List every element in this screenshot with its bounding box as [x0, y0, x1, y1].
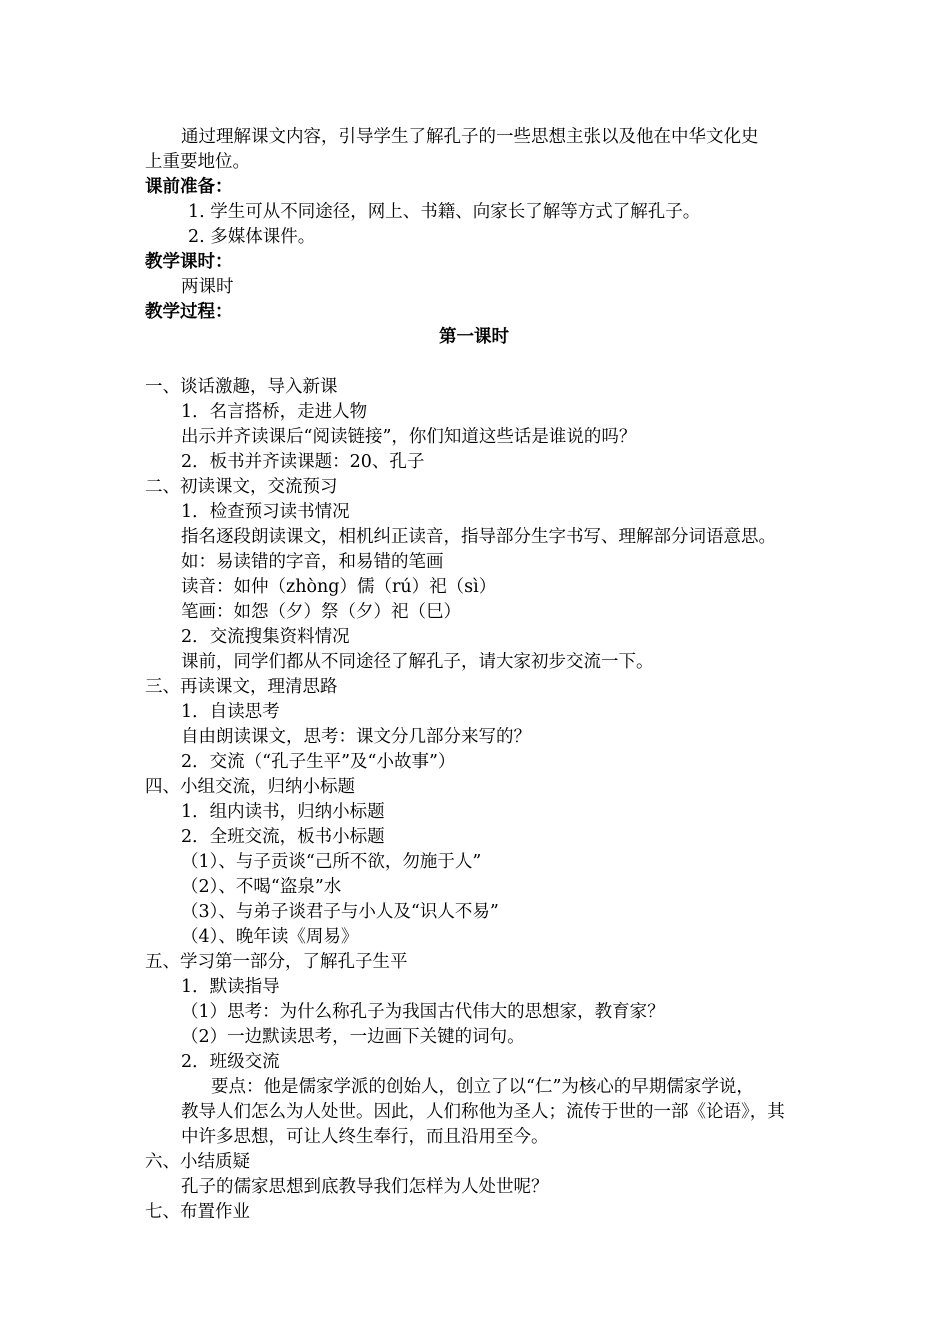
section-heading-2: 二、初读课文，交流预习 — [145, 477, 338, 497]
prep-item-1: 1. 学生可从不同途径，网上、书籍、向家长了解等方式了解孔子。 — [188, 202, 701, 222]
body-line: 出示并齐读课后“阅读链接”，你们知道这些话是谁说的吗？ — [181, 427, 637, 447]
intro-line-1: 通过理解课文内容，引导学生了解孔子的一些思想主张以及他在中华文化史 — [181, 127, 759, 147]
body-line: 指名逐段朗读课文，相机纠正读音，指导部分生字书写、理解部分词语意思。 — [181, 527, 776, 547]
body-line: 教导人们怎么为人处世。因此，人们称他为圣人；流传于世的一部《论语》，其 — [181, 1102, 785, 1122]
section-heading-1: 一、谈话激趣，导入新课 — [145, 377, 338, 397]
hours-value: 两课时 — [181, 277, 234, 297]
subheading: 1．自读思考 — [181, 702, 280, 722]
prep-item-2: 2. 多媒体课件。 — [188, 227, 316, 247]
prep-heading: 课前准备： — [145, 177, 233, 197]
hours-heading: 教学课时： — [145, 252, 233, 272]
body-line: 要点：他是儒家学派的创始人，创立了以“仁”为核心的早期儒家学说， — [211, 1077, 754, 1097]
subheading: 2．全班交流，板书小标题 — [181, 827, 385, 847]
intro-line-2: 上重要地位。 — [145, 152, 250, 172]
section-heading-3: 三、再读课文，理清思路 — [145, 677, 338, 697]
subheading: 1．组内读书，归纳小标题 — [181, 802, 385, 822]
body-line: 孔子的儒家思想到底教导我们怎样为人处世呢？ — [181, 1177, 549, 1197]
list-item: （1）思考：为什么称孔子为我国古代伟大的思想家，教育家？ — [181, 1002, 665, 1022]
body-line: 笔画：如怨（夕）祭（夕）祀（巳） — [181, 602, 461, 622]
section-heading-7: 七、布置作业 — [145, 1202, 250, 1222]
body-line: 自由朗读课文，思考：课文分几部分来写的？ — [181, 727, 531, 747]
list-item: （2）一边默读思考，一边画下关键的词句。 — [181, 1027, 525, 1047]
body-line: 如：易读错的字音，和易错的笔画 — [181, 552, 444, 572]
body-line: 读音：如仲（zhòng）儒（rú）祀（sì） — [181, 577, 497, 597]
body-line: 课前，同学们都从不同途径了解孔子，请大家初步交流一下。 — [181, 652, 654, 672]
section-heading-5: 五、学习第一部分，了解孔子生平 — [145, 952, 408, 972]
body-line: 中许多思想，可让人终生奉行，而且沿用至今。 — [181, 1127, 549, 1147]
subheading: 1．名言搭桥，走进人物 — [181, 402, 368, 422]
lesson-title: 第一课时 — [439, 327, 509, 347]
section-heading-4: 四、小组交流，归纳小标题 — [145, 777, 355, 797]
section-heading-6: 六、小结质疑 — [145, 1152, 250, 1172]
subheading: 2．交流搜集资料情况 — [181, 627, 350, 647]
list-item: （2）、不喝“盗泉”水 — [181, 877, 342, 897]
subheading: 1．默读指导 — [181, 977, 280, 997]
subheading: 2．班级交流 — [181, 1052, 280, 1072]
subheading: 2．交流（“孔子生平”及“小故事”） — [181, 752, 456, 772]
subheading: 1．检查预习读书情况 — [181, 502, 350, 522]
subheading: 2．板书并齐读课题：20、孔子 — [181, 452, 425, 472]
list-item: （3）、与弟子谈君子与小人及“识人不易” — [181, 902, 499, 922]
list-item: （4）、晚年读《周易》 — [181, 927, 359, 947]
process-heading: 教学过程： — [145, 302, 233, 322]
list-item: （1）、与子贡谈“己所不欲，勿施于人” — [181, 852, 482, 872]
